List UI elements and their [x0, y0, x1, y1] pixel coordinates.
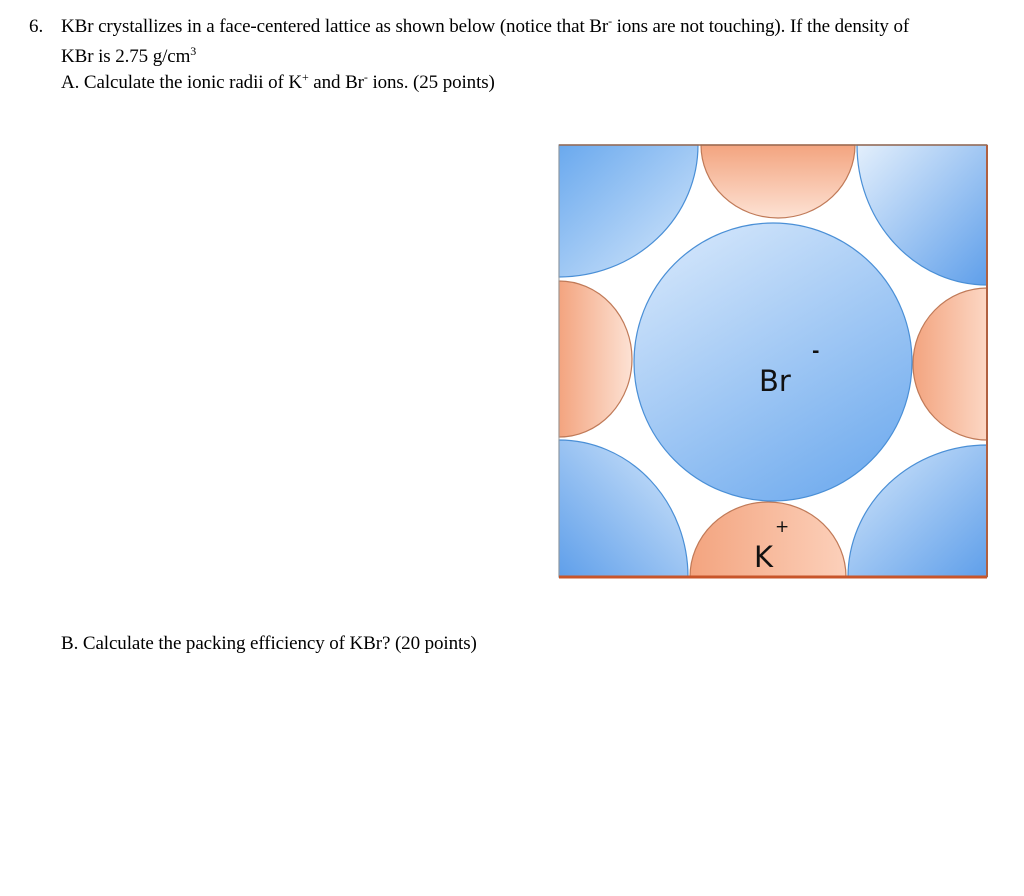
question-number: 6.	[29, 16, 44, 37]
question-line-2-text: KBr is 2.75 g/cm	[61, 46, 191, 67]
edge-k-ion-top	[701, 145, 855, 218]
k-charge-superscript: +	[301, 70, 309, 84]
center-br-ion	[634, 223, 912, 501]
question-line-1-text-a: KBr crystallizes in a face-centered lattice as shown below (notice that Br	[61, 16, 609, 37]
part-b-prompt: B. Calculate the packing efficiency of KBr? (20 points)	[61, 633, 477, 654]
corner-br-ion-top-right	[857, 145, 987, 285]
cubic-superscript: 3	[190, 44, 197, 58]
k-ion-charge: +	[775, 517, 790, 537]
corner-br-ion-bottom-left	[559, 440, 688, 577]
br-charge-superscript: -	[608, 14, 612, 28]
part-a-text-a: A. Calculate the ionic radii of K	[61, 72, 302, 93]
corner-br-ion-bottom-right	[848, 445, 987, 577]
k-ion-label: K	[754, 540, 774, 574]
corner-br-ion-top-left	[559, 145, 698, 277]
edge-k-ion-left	[559, 281, 632, 437]
edge-k-ion-right	[913, 288, 987, 440]
part-a-text-c: ions. (25 points)	[367, 72, 495, 93]
question-line-2	[61, 46, 196, 68]
question-line-1	[61, 16, 909, 38]
br-ion-label: Br	[759, 364, 791, 398]
br-ion-charge: -	[812, 341, 820, 362]
br-charge-superscript-2: -	[363, 70, 368, 84]
kbr-lattice-diagram	[550, 140, 1000, 590]
question-line-1-text-b: ions are not touching). If the density of	[611, 16, 910, 37]
part-a-text-b: and Br	[308, 72, 364, 93]
part-a-prompt	[61, 72, 495, 94]
